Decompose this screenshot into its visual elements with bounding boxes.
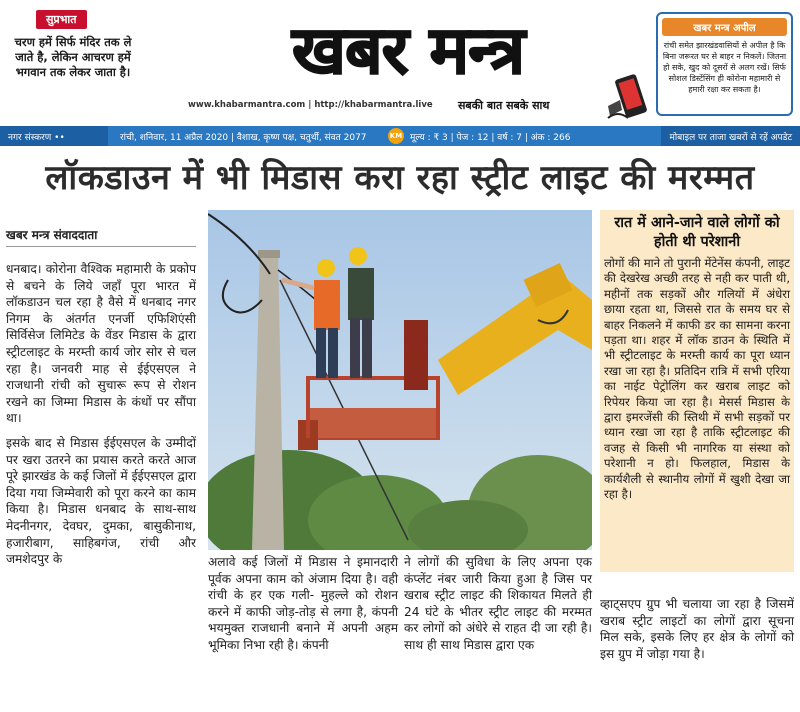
thought-of-the-day-box <box>8 8 138 108</box>
byline: खबर मन्त्र संवाददाता <box>6 226 196 247</box>
article-headline: लॉकडाउन में भी मिडास करा रहा स्ट्रीट लाइट की मरम्मत <box>45 158 755 198</box>
suprabhat-label: सुप्रभात <box>36 10 87 29</box>
masthead <box>0 0 800 124</box>
appeal-text: रांची समेत झारखंडवासियों से अपील है कि बिना जरूरत घर से बाहर न निकलें। जितना हो सके, खुद को दूसरों से अलग रखें। सिर्फ सोशल डिस्टेंसिंग ही कोरोना महामारी से हमारी रक्षा कर सकता है। <box>662 41 787 94</box>
issue-meta: मूल्य : ₹ 3 | पेज : 12 | वर्ष : 7 | अंक : 266 <box>410 132 571 143</box>
news-photo <box>208 210 592 550</box>
mobile-update-banner: मोबाइल पर ताजा खबरों से रहें अपडेट <box>661 126 800 146</box>
appeal-title: खबर मन्त्र अपील <box>662 18 787 36</box>
article-column-1 <box>6 226 196 576</box>
paragraph-5: व्हाट्सएप ग्रुप भी चलाया जा रहा है जिसमें खराब स्ट्रीट लाइटों का लोगों द्वारा सूचना मिल सके, इसके लिए हर क्षेत्र के लोगों को इस ग्रुप में जोड़ा गया है। <box>600 597 794 661</box>
website-urls: www.khabarmantra.com | http://khabarmantra.live <box>188 100 433 110</box>
paragraph-3: अलावे कई जिलों में मिडास ने इमानदारी पूर्वक अपना काम को अंजाम दिया है। वही रांची के हर एक गली- मुहल्ले को रोशन करने में काफी जोड़-तोड़ से लगा है, कंपनी भयमुक्त राजधानी बनाने में अपनी अहम भूमिका निभा रही है। कंपनी <box>208 555 398 652</box>
dateline-bar <box>0 126 800 146</box>
km-logo-icon: KM <box>388 128 404 144</box>
sidebar-heading: रात में आने-जाने वाले लोगों को होती थी परेशानी <box>614 215 780 250</box>
edition-label: नगर संस्करण •• <box>0 126 108 146</box>
suprabhat-text: चरण हमें सिर्फ मंदिर तक ले जाते है, लेकिन आचरण हमें भगवान तक लेकर जाता है। <box>14 35 132 79</box>
workers-on-crane-photo <box>208 210 592 550</box>
paragraph-2: इसके बाद से मिडास ईईएसएल के उम्मीदों पर खरा उतरने का प्रयास करते करते आज पूरे झारखंड के कई जिलों में ईईएसएल द्वारा दिया गया जिम्मेवारी को पूरा करने का काम किया है। मिडास धनबाद के साथ-साथ मेदनीनगर, देवघर, दुमका, बासुकीनाथ, हजारीबाग, साहिबगंज, रांची और जमशेदपुर के <box>6 435 196 567</box>
paragraph-4: ने लोगों की सुविधा के लिए अपना एक कंप्लेंट नंबर जारी किया हुआ है जिस पर खराब स्ट्रीट लाइट की शिकायत मिलते ही 24 घंटे के भीतर स्ट्रीट लाइट की मरम्मत कर लोगों को अंधेरे से राहत दी जा रही है। साथ ही साथ मिडास द्वारा एक <box>404 555 592 652</box>
article-column-4 <box>600 596 794 662</box>
paragraph-1: धनबाद। कोरोना वैश्विक महामारी के प्रकोप से बचने के लिये जहाँ पूरा भारत में लॉकडाउन चल रहा है वैसे में धनबाद नगर निगम के अंतर्गत एनर्जी एफिशिएंसी सिर्विसेज लिमिटेड के वेंडर मिडास के द्वारा स्ट्रीटलाइट के मरम्ती कार्य जोर सोर से चल रहा है। जनवरी माह से ईईएसएल ने राजधानी रांची को सुचारू रूप से रोशन रखने का जिम्मा मिडास के कंधों पर सौंपा था। <box>6 262 196 426</box>
megaphone-phone-icon <box>606 66 654 124</box>
tagline: सबकी बात सबके साथ <box>458 99 550 112</box>
appeal-box <box>656 12 793 116</box>
newspaper-logo: खबर मन्त्र <box>292 11 524 89</box>
sidebar-box <box>600 210 794 572</box>
sidebar-text: लोगों की माने तो पुरानी मेंटेनेंस कंपनी, लाइट की देखरेख अच्छी तरह से नही कर पाती थी, महीनों तक सड़कों और गलियों में अंधेरा छाया रहता था, जिससे रात के समय घर से बाहर निकलने में काफी डर का सामना करना पड़ता था। शहर में लॉक डाउन के स्थिति में भी स्ट्रीटलाइट के मरम्ती कार्य का पूरा ध्यान रखा जा रहा है। प्रतिदिन रात्रि में सभी एरिया का नाईट पेट्रोलिंग कर खराब लाइट को रिपेयर किया जा रहा है। मेसर्स मिडास के द्वारा इमरजेंसी की स्तिथी में सभी सड़कों पर ध्यान रखा जा रहा है ताकि स्ट्रीटलाइट की वजह से किसी भी नागरिक या संस्था को परेशानी न हो। फिलहाल, मिडास के कार्यशैली से स्थानीय लोगों में खुशी देखा जा रहा है। <box>604 256 790 502</box>
issue-date: रांची, शनिवार, 11 अप्रैल 2020 | वैशाख, कृष्ण पक्ष, चतुर्थी, संवत 2077 <box>120 132 367 143</box>
article-column-2 <box>208 554 398 654</box>
article-column-3 <box>404 554 592 654</box>
